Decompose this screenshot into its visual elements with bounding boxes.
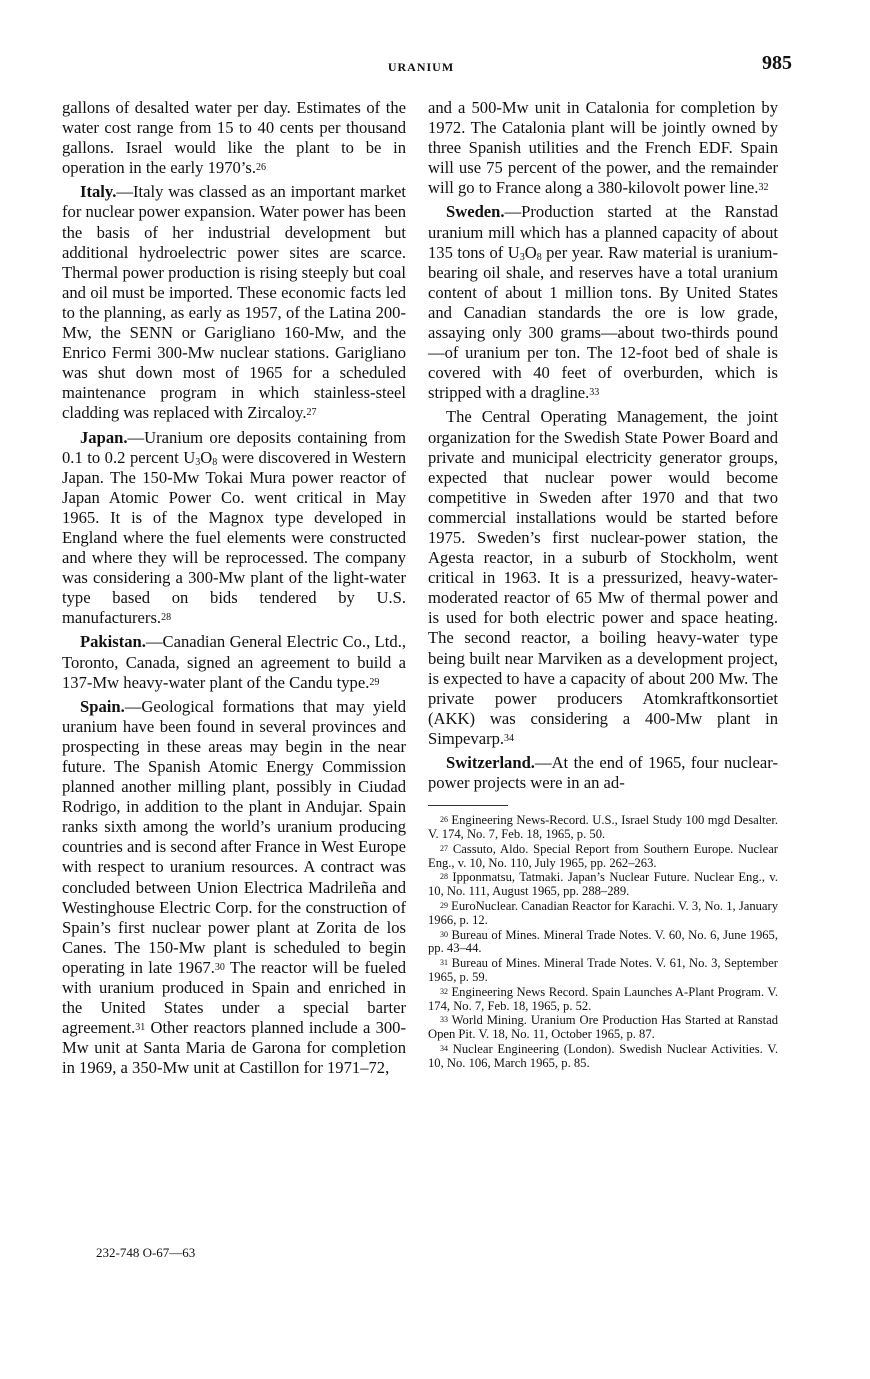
footnote-ref: 29	[369, 676, 380, 688]
text-run: —Production started at the Ranstad uranium mill which has a planned capacity of about 135 tons of U	[428, 202, 778, 262]
footnote-number: 26	[440, 815, 448, 825]
text-run: were discovered in Western Japan. The 150-Mw Tokai Mura power reactor of Japan Atomic Power Co. went critical in May 1965. It is of the Magnox type developed in England where the fuel elements were constructed and where they will be reprocessed. The company was considering a 300-Mw plant of the light-water type based on bids tendered by U.S. manufacturers.	[62, 447, 406, 628]
page-header	[62, 52, 792, 80]
text-run: —Canadian General Electric Co., Ltd., Toronto, Canada, signed an agreement to build a 137-Mw heavy-water plant of the Candu type.	[62, 632, 406, 692]
left-column	[62, 98, 406, 1083]
footnote	[428, 1043, 778, 1071]
footnote-rule	[428, 805, 508, 806]
paragraph-israel_cont	[62, 98, 406, 178]
text-run: —Italy was classed as an important market for nuclear power expansion. Water power has been the basis of her industrial development but additional hydroelectric power sites are scarce. Thermal power production is rising steeply but coal and oil must be imported. These economic facts led to the planning, as early as 1957, of the Latina 200-Mw, the SENN or Garigliano 160-Mw, and the Enrico Fermi 300-Mw nuclear stations. Garigliano was shut down most of 1965 for a scheduled maintenance program in which stainless-steel cladding was replaced with Zircaloy.	[62, 182, 406, 423]
section-lead: Sweden.	[446, 202, 505, 222]
footnote-text: Engineering News-Record. U.S., Israel Study 100 mgd Desalter. V. 174, No. 7, Feb. 18, 1965, p. 50.	[428, 813, 778, 841]
footnote-ref: 26	[256, 162, 267, 174]
paragraph-sweden	[428, 202, 778, 403]
text-run: The reactor will be fueled with uranium produced in Spain and enriched in the United States under a special barter agreement.	[62, 957, 406, 1038]
footnote	[428, 843, 778, 871]
footnote-number: 28	[440, 872, 448, 882]
footnote-number: 33	[440, 1015, 448, 1025]
print-code: 232-748 O-67—63	[96, 1245, 196, 1260]
right-column	[428, 98, 778, 1072]
footnote	[428, 871, 778, 899]
footnote-number: 31	[440, 958, 448, 968]
footnote	[428, 929, 778, 957]
footnote-number: 27	[440, 843, 448, 853]
text-run: per year. Raw material is uranium-bearing oil shale, and reserves have a total uranium content of about 1 million tons. By United States and Canadian standards the ore is low grade, assaying only 300 grams—about two-thirds pound—of uranium per ton. The 12-foot bed of shale is covered with 40 feet of overburden, which is stripped with a dragline.	[428, 242, 778, 403]
footnote-ref: 32	[758, 182, 769, 194]
footnote-text: Engineering News Record. Spain Launches A-Plant Program. V. 174, No. 7, Feb. 18, 1965, p. 52.	[428, 984, 778, 1013]
footnote-text: Bureau of Mines. Mineral Trade Notes. V. 60, No. 6, June 1965, pp. 43–44.	[428, 927, 778, 956]
text-run: O	[524, 242, 537, 262]
paragraph-pakistan	[62, 632, 406, 692]
text-run: —Uranium ore deposits containing from 0.1 to 0.2 percent U	[62, 427, 406, 467]
footnote-ref: 33	[589, 387, 600, 399]
footnote-text: Bureau of Mines. Mineral Trade Notes. V. 61, No. 3, September 1965, p. 59.	[428, 956, 778, 984]
text-run: and a 500-Mw unit in Catalonia for completion by 1972. The Catalonia plant will be jointly owned by three Spanish utilities and the French EDF. Spain will use 75 percent of the power, and the remainder will go to France along a 380-kilovolt power line.	[428, 98, 778, 198]
text-run: gallons of desalted water per day. Estimates of the water cost range from 15 to 40 cents per thousand gallons. Israel would like the plant to be in operation in the early 1970’s.	[62, 98, 406, 178]
section-lead: Japan.	[80, 427, 128, 447]
text-run: Other reactors planned include a 300-Mw unit at Santa Maria de Garona for completion in 1969, a 350-Mw unit at Castillon for 1971–72,	[62, 1018, 406, 1078]
right-column-text	[428, 98, 778, 793]
footnote-text: Nuclear Engineering (London). Swedish Nuclear Activities. V. 10, No. 106, March 1965, p. 85.	[428, 1041, 778, 1070]
footnote-text: EuroNuclear. Canadian Reactor for Karachi. V. 3, No. 1, January 1966, p. 12.	[428, 898, 778, 927]
text-run: —At the end of 1965, four nuclear-power projects were in an ad-	[428, 753, 778, 793]
text-run: O	[200, 447, 213, 467]
footnote-ref: 30	[214, 961, 225, 973]
subscript: 3	[519, 251, 525, 263]
footnote-text: Ipponmatsu, Tatmaki. Japan’s Nuclear Future. Nuclear Eng., v. 10, No. 111, August 1965, pp. 288–289.	[428, 870, 778, 899]
footnote	[428, 986, 778, 1014]
footnote-ref: 27	[306, 407, 317, 419]
paragraph-japan	[62, 428, 406, 629]
page-number: 985	[762, 52, 792, 74]
section-lead: Pakistan.	[80, 632, 146, 652]
subscript: 8	[212, 456, 218, 468]
footnote	[428, 814, 778, 842]
text-run: The Central Operating Management, the joint organization for the Swedish State Power Board and private and municipal electricity generator groups, expected that nuclear power would become competitive in Sweden after 1970 and that two commercial installations would be started before 1975. Sweden’s first nuclear-power station, the Agesta reactor, in a suburb of Stockholm, went critical in 1963. It is a pressurized, heavy-water-moderated reactor of 65 Mw of thermal power and is used for both electric power and space heating. The second reactor, a boiling heavy-water type being built near Marviken as a development project, is expected to have a capacity of about 200 Mw. The private power producers Atomkraftkonsortiet (AKK) was considering a 400-Mw plant in Simpevarp.	[428, 407, 778, 748]
footnote-number: 34	[440, 1043, 448, 1053]
footnotes	[428, 814, 778, 1070]
footnote-number: 29	[440, 900, 448, 910]
footnote	[428, 900, 778, 928]
footnote	[428, 1014, 778, 1042]
paragraph-switzerland	[428, 753, 778, 793]
footnote-number: 32	[440, 986, 448, 996]
subscript: 3	[195, 456, 201, 468]
text-run: —Geological formations that may yield uranium have been found in several provinces and prospecting in these areas may begin in the near future. The Spanish Atomic Energy Commission planned another milling plant, possibly in Ciudad Rodrigo, in addition to the plant in Andujar. Spain ranks sixth among the world’s uranium producing countries and is second after France in West Europe with respect to uranium resources. A contract was concluded between Union Electrica Madrileña and Westinghouse Electric Corp. for the construction of Spain’s first nuclear power plant at Zorita de los Canes. The 150-Mw plant is scheduled to begin operating in late 1967.	[62, 696, 406, 977]
footnote	[428, 957, 778, 985]
subscript: 8	[536, 251, 542, 263]
footnote-number: 30	[440, 929, 448, 939]
paragraph-sweden2	[428, 407, 778, 749]
footnote-text: World Mining. Uranium Ore Production Has Started at Ranstad Open Pit. V. 18, No. 11, October 1965, p. 87.	[428, 1013, 778, 1042]
paragraph-spain	[62, 697, 406, 1079]
footnote-ref: 28	[161, 612, 172, 624]
footnote-text: Cassuto, Aldo. Special Report from Southern Europe. Nuclear Eng., v. 10, No. 110, July 1965, pp. 262–263.	[428, 841, 778, 870]
footnote-ref: 34	[504, 732, 515, 744]
running-head: URANIUM	[387, 60, 455, 74]
section-lead: Switzerland.	[446, 753, 535, 772]
paragraph-spain_cont	[428, 98, 778, 198]
section-lead: Spain.	[80, 696, 125, 716]
section-lead: Italy.	[80, 182, 117, 202]
paragraph-italy	[62, 182, 406, 423]
footnote-ref: 31	[135, 1022, 146, 1034]
